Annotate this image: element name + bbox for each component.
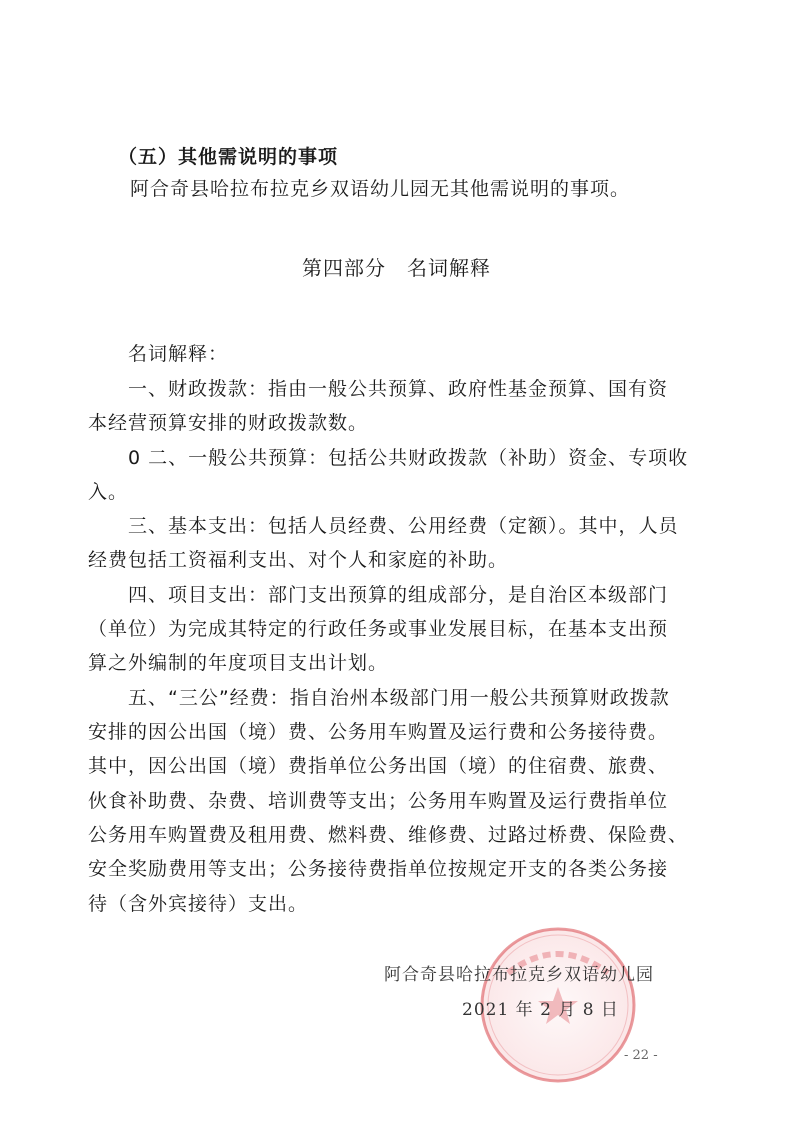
section-heading: （五）其他需说明的事项	[118, 146, 339, 168]
term-project-expenditure: 四、项目支出：	[128, 584, 269, 606]
definition-line: 安排的因公出国（境）费、公务用车购置及运行费和公务接待费。	[88, 721, 669, 743]
page-number: - 22 -	[624, 1048, 658, 1063]
definition-line: 安全奖励费用等支出；公务接待费指单位按规定开支的各类公务接	[88, 858, 669, 880]
definition-line: 其中，因公出国（境）费指单位公务出国（境）的住宿费、旅费、	[88, 755, 669, 777]
glossary-item-2	[128, 443, 688, 473]
glossary-item-5	[128, 683, 670, 713]
definition-line: 公务用车购置费及租用费、燃料费、维修费、过路过桥费、保险费、	[88, 824, 689, 846]
definition-line: （单位）为完成其特定的行政任务或事业发展目标，在基本支出预	[88, 618, 669, 640]
definition-text: 包括人员经费、公用经费（定额）。其中，人员	[268, 515, 679, 537]
glossary-item-3	[128, 511, 679, 541]
term-general-public-budget: 0 二、一般公共预算：	[128, 447, 329, 469]
section-text: 阿合奇县哈拉布拉克乡双语幼儿园无其他需说明的事项。	[130, 178, 631, 200]
definition-line: 待（含外宾接待）支出。	[88, 893, 309, 915]
glossary-item-4	[128, 580, 668, 610]
signature-date: 2021 年 2 月 8 日	[462, 1000, 619, 1020]
definition-text: 部门支出预算的组成部分，是自治区本级部门	[268, 584, 669, 606]
term-three-public-expenses: 五、“三公”经费：	[128, 687, 290, 709]
definition-line: 算之外编制的年度项目支出计划。	[88, 652, 389, 674]
term-basic-expenditure: 三、基本支出：	[128, 515, 269, 537]
glossary-item-1	[128, 374, 668, 404]
definition-text: 指自治州本级部门用一般公共预算财政拨款	[289, 687, 670, 709]
term-fiscal-appropriation: 一、财政拨款：	[128, 378, 269, 400]
definition-line: 本经营预算安排的财政拨款数。	[88, 412, 369, 434]
definition-line: 入。	[88, 481, 129, 503]
signature-organization: 阿合奇县哈拉布拉克乡双语幼儿园	[384, 965, 654, 985]
definition-text: 包括公共财政拨款（补助）资金、专项收	[328, 447, 689, 469]
definition-line: 伙食补助费、杂费、培训费等支出；公务用车购置及运行费指单位	[88, 790, 669, 812]
definition-line: 经费包括工资福利支出、对个人和家庭的补助。	[88, 549, 509, 571]
glossary-intro: 名词解释：	[128, 343, 229, 365]
part-title: 第四部分 名词解释	[302, 256, 491, 280]
definition-text: 指由一般公共预算、政府性基金预算、国有资	[268, 378, 669, 400]
